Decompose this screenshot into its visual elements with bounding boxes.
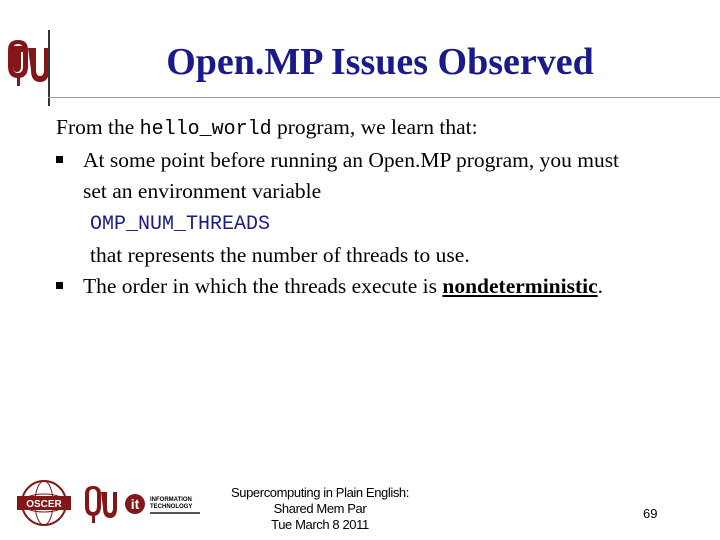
env-var-code: OMP_NUM_THREADS <box>90 213 271 236</box>
oscer-logo <box>14 478 74 528</box>
bullet-2-emphasis: nondeterministic <box>442 274 598 298</box>
intro-line <box>56 112 706 145</box>
slide-title: Open.MP Issues Observed <box>166 41 594 83</box>
title-divider-vertical <box>48 30 50 106</box>
bullet-2-pre: The order in which the threads execute is <box>83 274 443 298</box>
footer-line-1: Supercomputing in Plain English: Shared Mem Par <box>231 485 409 516</box>
page-number: 69 <box>643 506 658 521</box>
intro-code: hello_world <box>139 118 272 141</box>
svg-text:OSCER: OSCER <box>26 499 62 510</box>
slide-body <box>56 112 706 302</box>
intro-post: program, we learn that: <box>271 115 478 139</box>
title-divider-horizontal <box>48 97 720 98</box>
bullet-item-2 <box>56 271 706 302</box>
ou-logo <box>6 36 50 88</box>
bullet-1-line-2: set an environment variable <box>83 179 322 203</box>
svg-text:INFORMATION: INFORMATION <box>150 497 192 503</box>
footer-text <box>220 485 420 533</box>
footer-line-2: Tue March 8 2011 <box>271 517 369 532</box>
bullet-square-icon <box>56 282 63 289</box>
svg-text:TECHNOLOGY: TECHNOLOGY <box>150 504 193 510</box>
bullet-1-line-1: At some point before running an Open.MP program, you must <box>83 148 620 172</box>
bullet-1-line-3: that represents the number of threads to use. <box>90 243 470 267</box>
it-logo <box>122 486 204 522</box>
bullet-2-post: . <box>597 274 604 298</box>
svg-text:it: it <box>130 496 140 512</box>
ou-small-logo <box>84 484 118 524</box>
bullet-square-icon <box>56 156 63 163</box>
bullet-item-1 <box>56 145 706 271</box>
intro-pre: From the <box>56 115 140 139</box>
